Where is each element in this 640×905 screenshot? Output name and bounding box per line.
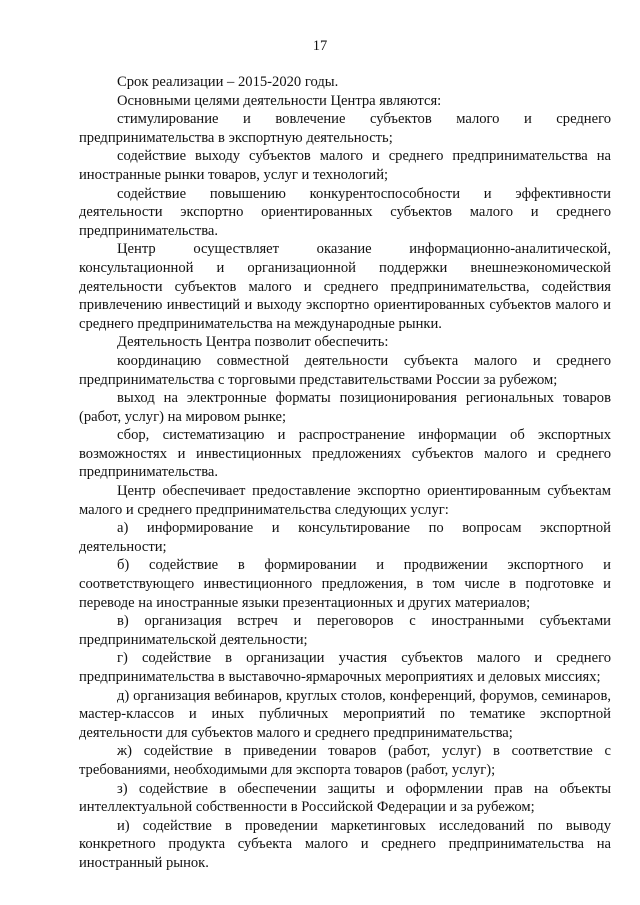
paragraph-goals-intro: Основными целями деятельности Центра являются: [117, 92, 442, 109]
paragraph-implementation-period: Срок реализации – 2015-2020 годы. [117, 74, 339, 90]
list-item-a: а) информирование и консультирование по вопросам экспортной деятельности; [79, 520, 611, 555]
paragraph-activity-coordination: координацию совместной деятельности субъекта малого и среднего предпринимательства с торговыми представительствами России за рубежом; [79, 352, 611, 388]
paragraph-goal-market-access: содействие выходу субъектов малого и среднего предпринимательства на иностранные рынки товаров, услуг и технологий; [79, 148, 611, 183]
paragraph-activity-electronic-formats: выход на электронные форматы позиционирования региональных товаров (работ, услуг) на мировом рынке; [79, 390, 611, 425]
list-item-g: г) содействие в организации участия субъектов малого и среднего предпринимательства в выставочно-ярмарочных мероприятиях и деловых миссиях; [79, 650, 611, 685]
list-item-zh: ж) содействие в приведении товаров (работ, услуг) в соответствие с требованиями, необходимыми для экспорта товаров (работ, услуг); [79, 743, 611, 778]
paragraph-goal-stimulation: стимулирование и вовлечение субъектов малого и среднего предпринимательства в экспортную деятельность; [79, 111, 611, 146]
list-item-z: з) содействие в обеспечении защиты и оформлении прав на объекты интеллектуальной собственности в Российской Федерации и за рубежом; [79, 780, 611, 816]
list-item-b: б) содействие в формировании и продвижении экспортного и соответствующего инвестиционного предложения, в том числе в подготовке и переводе на иностранные языки презентационных и других материалов; [79, 557, 611, 611]
document-body [79, 73, 611, 873]
paragraph-goal-competitiveness: содействие повышению конкурентоспособности и эффективности деятельности экспортно ориентированных субъектов малого и среднего предпринимательства. [79, 185, 611, 239]
list-item-d: д) организация вебинаров, круглых столов, конференций, форумов, семинаров, мастер-классов и иных публичных мероприятий по тематике экспортной деятельности для субъектов малого и среднего предпринимательства; [79, 687, 611, 741]
paragraph-activity-intro: Деятельность Центра позволит обеспечить: [117, 334, 389, 351]
paragraph-services-intro: Центр обеспечивает предоставление экспортно ориентированным субъектам малого и среднего предпринимательства следующих услуг: [79, 483, 611, 518]
list-item-i: и) содействие в проведении маркетинговых исследований по выводу конкретного продукта субъекта малого и среднего предпринимательства на иностранный рынок. [79, 817, 611, 871]
paragraph-center-support: Центр осуществляет оказание информационно-аналитической, консультационной и организационной поддержки внешнеэкономической деятельности субъектов малого и среднего предпринимательства, содействия привлечению инвестиций и выходу экспортно ориентированных субъектов малого и среднего предпринимательства на международные рынки. [79, 241, 611, 332]
page-number: 17 [312, 38, 328, 54]
paragraph-activity-information: сбор, систематизацию и распространение информации об экспортных возможностях и инвестиционных предложениях субъектов малого и среднего предпринимательства. [79, 427, 611, 481]
list-item-v: в) организация встреч и переговоров с иностранными субъектами предпринимательской деятельности; [79, 613, 611, 648]
